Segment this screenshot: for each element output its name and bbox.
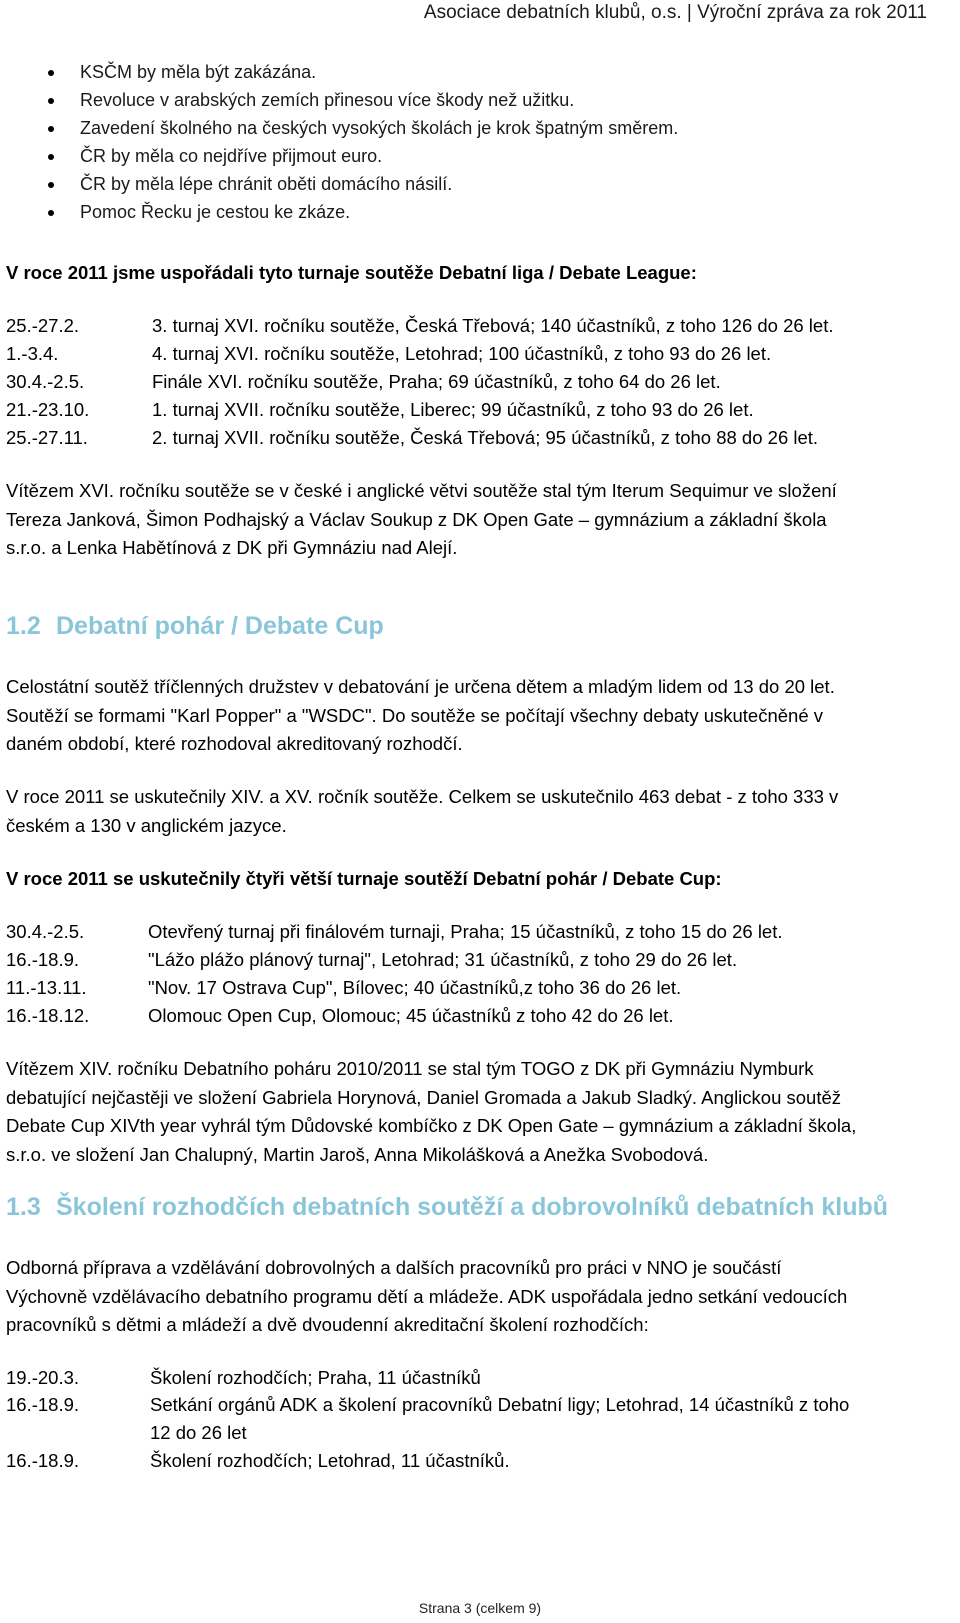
bullet-icon (48, 210, 54, 216)
cup-stats (6, 783, 936, 840)
schedule-desc: Finále XVI. ročníku soutěže, Praha; 69 účastníků, z toho 64 do 26 let. (152, 371, 721, 392)
bullet-icon (48, 98, 54, 104)
section-number: 1.3 (6, 1193, 41, 1221)
text-line: Odborná příprava a vzdělávání dobrovolných a dalších pracovníků pro práci v NNO je součástí (6, 1257, 782, 1278)
schedule-desc: Otevřený turnaj při finálovém turnaji, Praha; 15 účastníků, z toho 15 do 26 let. (148, 921, 783, 942)
text-line: Vítězem XVI. ročníku soutěže se v české i anglické větvi soutěže stal tým Iterum Sequimur ve složení (6, 480, 837, 501)
schedule-desc-continued: 12 do 26 let (150, 1422, 247, 1443)
schedule-date: 16.-18.9. (6, 1450, 80, 1471)
text-line: Soutěží se formami "Karl Popper" a "WSDC". Do soutěže se počítají všechny debaty uskutečněné v (6, 704, 824, 726)
list-item-text: ČR by měla co nejdříve přijmout euro. (80, 146, 383, 166)
league-winner-paragraph (6, 477, 936, 563)
schedule-date: 30.4.-2.5. (6, 371, 85, 392)
bullet-icon (48, 182, 54, 188)
schedule-date: 1.-3.4. (6, 343, 59, 364)
schedule-date: 25.-27.2. (6, 315, 80, 336)
schedule-date: 16.-18.9. (6, 1394, 80, 1415)
cup-winner-paragraph (6, 1055, 936, 1169)
schedule-date: 25.-27.11. (6, 427, 88, 448)
list-item-text: ČR by měla lépe chránit oběti domácího násilí. (80, 174, 453, 194)
text-line: daném období, které rozhodoval akreditovaný rozhodčí. (6, 733, 463, 754)
schedule-desc: 4. turnaj XVI. ročníku soutěže, Letohrad; 100 účastníků, z toho 93 do 26 let. (152, 343, 772, 364)
cup-description (6, 673, 936, 759)
section-number: 1.2 (6, 612, 41, 640)
text-line: českém a 130 v anglickém jazyce. (6, 814, 287, 836)
schedule-desc: Školení rozhodčích; Letohrad, 11 účastníků. (150, 1450, 510, 1471)
text-line: s.r.o. a Lenka Habětínová z DK při Gymnáziu nad Alejí. (6, 537, 458, 558)
text-line: debatující nejčastěji ve složení Gabriela Horynová, Daniel Gromada a Jakub Sladký. Anglickou soutěž (6, 1086, 842, 1108)
list-item-text: Zavedení školného na českých vysokých školách je krok špatným směrem. (80, 118, 679, 138)
list-item-text: Pomoc Řecku je cestou ke zkáze. (80, 202, 351, 222)
table-row (6, 312, 936, 340)
schedule-desc: 2. turnaj XVII. ročníku soutěže, Česká Třebová; 95 účastníků, z toho 88 do 26 let. (152, 427, 819, 448)
section-title: Školení rozhodčích debatních soutěží a dobrovolníků debatních klubů (56, 1193, 889, 1221)
schedule-desc: "Lážo plážo plánový turnaj", Letohrad; 31 účastníků, z toho 29 do 26 let. (148, 949, 738, 970)
text-line: s.r.o. ve složení Jan Chalupný, Martin Jaroš, Anna Mikolášková a Anežka Svobodová. (6, 1143, 709, 1165)
section-heading-training (6, 1193, 888, 1222)
schedule-desc: Olomouc Open Cup, Olomouc; 45 účastníků z toho 42 do 26 let. (148, 1005, 674, 1026)
schedule-date: 30.4.-2.5. (6, 921, 85, 942)
section-title: Debatní pohár / Debate Cup (56, 612, 384, 640)
table-row (6, 974, 936, 1002)
text-line: Výchovně vzdělávacího debatního programu dětí a mládeže. ADK uspořádala jedno setkání vedoucích (6, 1285, 848, 1307)
page-header: Asociace debatních klubů, o.s. | Výroční zpráva za rok 2011 (423, 2, 927, 23)
list-item-text: KSČM by měla být zakázána. (80, 62, 317, 82)
schedule-desc: "Nov. 17 Ostrava Cup", Bílovec; 40 účastníků,z toho 36 do 26 let. (148, 977, 682, 998)
text-line: V roce 2011 se uskutečnily XIV. a XV. ročník soutěže. Celkem se uskutečnilo 463 debat - z toho 333 v (6, 786, 839, 807)
cup-intro: V roce 2011 se uskutečnily čtyři větší turnaje soutěží Debatní pohár / Debate Cup: (6, 868, 722, 889)
text-line: Vítězem XIV. ročníku Debatního poháru 2010/2011 se stal tým TOGO z DK při Gymnáziu Nymburk (6, 1058, 814, 1079)
table-row (6, 1364, 936, 1392)
page-footer: Strana 3 (celkem 9) (418, 1600, 542, 1616)
league-intro: V roce 2011 jsme uspořádali tyto turnaje soutěže Debatní liga / Debate League: (6, 262, 697, 283)
table-row (6, 1002, 936, 1030)
table-row (6, 340, 936, 368)
schedule-desc: 1. turnaj XVII. ročníku soutěže, Liberec; 99 účastníků, z toho 93 do 26 let. (152, 399, 754, 420)
table-row (6, 918, 936, 946)
table-row (6, 396, 936, 424)
schedule-date: 11.-13.11. (6, 977, 87, 998)
table-row (6, 1391, 936, 1447)
text-line: pracovníků s dětmi a mládeží a dvě dvoudenní akreditační školení rozhodčích: (6, 1314, 649, 1335)
text-line: Tereza Janková, Šimon Podhajský a Václav Soukup z DK Open Gate – gymnázium a základní škola (6, 508, 827, 530)
text-line: Debate Cup XIVth year vyhrál tým Důdovské kombíčko z DK Open Gate – gymnázium a základní škola, (6, 1115, 857, 1136)
schedule-desc: Setkání orgánů ADK a školení pracovníků Debatní ligy; Letohrad, 14 účastníků z toho (150, 1394, 850, 1415)
schedule-desc: Školení rozhodčích; Praha, 11 účastníků (150, 1367, 481, 1388)
training-description (6, 1254, 936, 1340)
table-row (6, 368, 936, 396)
section-heading-cup (6, 612, 384, 641)
schedule-desc: 3. turnaj XVI. ročníku soutěže, Česká Třebová; 140 účastníků, z toho 126 do 26 let. (152, 315, 834, 336)
table-row (6, 1447, 936, 1475)
table-row (6, 424, 936, 452)
bullet-icon (48, 154, 54, 160)
text-line: Celostátní soutěž tříčlenných družstev v debatování je určena dětem a mladým lidem od 13 do 20 let. (6, 676, 835, 697)
table-row (6, 946, 936, 974)
bullet-icon (48, 70, 54, 76)
schedule-date: 16.-18.9. (6, 949, 80, 970)
bullet-icon (48, 126, 54, 132)
schedule-date: 19.-20.3. (6, 1367, 80, 1388)
list-item-text: Revoluce v arabských zemích přinesou více škody než užitku. (80, 90, 575, 110)
schedule-date: 21.-23.10. (6, 399, 90, 420)
schedule-date: 16.-18.12. (6, 1005, 90, 1026)
